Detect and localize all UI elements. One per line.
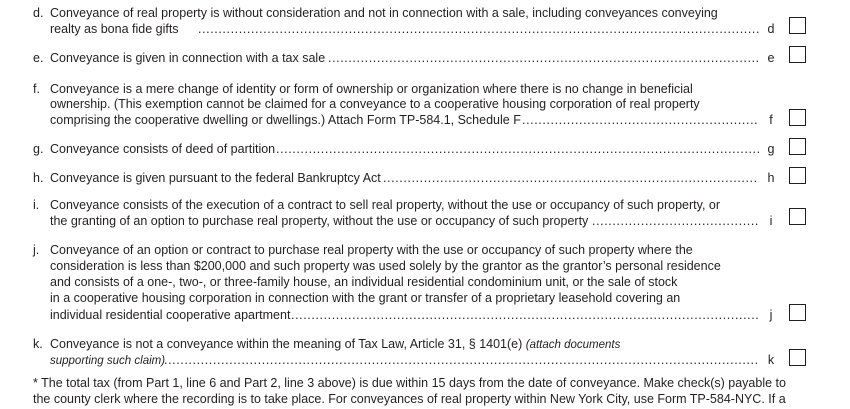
item-d-line-2: realty as bona fide gifts	[50, 22, 179, 36]
item-k-line-2	[50, 353, 165, 369]
item-f-letter: f.	[33, 82, 40, 96]
item-h-checkbox[interactable]	[789, 167, 806, 184]
item-j-line-2: consideration is less than $200,000 and such property was used solely by the grantor as the grantor’s personal residence	[50, 259, 721, 273]
item-f-leader	[522, 113, 759, 128]
item-j-line-3: and consists of a one-, two-, or three-family house, an individual residential condominium unit, or the sale of stock	[50, 275, 678, 289]
footer-note-line-2: the county clerk where the recording is to take place. For conveyances of real property within New York City, use Form TP-584-NYC. If a	[33, 392, 786, 406]
item-f-line-3: comprising the cooperative dwelling or dwellings.) Attach Form TP-584.1, Schedule F	[50, 113, 521, 127]
item-j-line-5: individual residential cooperative apartment	[50, 308, 291, 322]
item-k-line-1: k. Conveyance is not a conveyance within the meaning of Tax Law, Article 31, § 1401(e) (attach documents	[33, 337, 621, 351]
item-f-line-2: ownership. (This exemption cannot be claimed for a conveyance to a cooperative housing corporation of real property	[50, 97, 700, 111]
item-g-leader	[276, 142, 759, 157]
item-i-leader	[592, 214, 759, 229]
item-f-mark: f	[769, 113, 773, 127]
item-e-letter: e.	[33, 51, 44, 65]
item-k-checkbox[interactable]	[789, 349, 806, 366]
item-e-checkbox[interactable]	[789, 46, 806, 63]
item-f-checkbox[interactable]	[789, 109, 806, 126]
item-g-letter: g.	[33, 142, 44, 156]
item-j-letter: j.	[33, 243, 40, 257]
item-g-line-1: g. Conveyance consists of deed of partition	[33, 142, 276, 156]
item-j-line-4: in a cooperative housing corporation in connection with the grant or transfer of a proprietary leasehold covering an	[50, 291, 681, 305]
item-i-line-2: the granting of an option to purchase real property, without the use or occupancy of such property	[50, 214, 589, 228]
item-i-checkbox[interactable]	[789, 208, 806, 225]
item-h-leader	[383, 171, 759, 186]
item-k-mark: k	[767, 353, 775, 367]
item-h-letter: h.	[33, 171, 44, 185]
item-d-letter: d.	[33, 6, 44, 20]
item-k-note-1: (attach documents	[525, 339, 621, 351]
footer-note-line-1: * The total tax (from Part 1, line 6 and Part 2, line 3 above) is due within 15 days from the date of conveyance. Make check(s) payable to	[33, 376, 786, 390]
item-j-leader	[291, 308, 759, 323]
item-j-mark: j	[769, 308, 773, 322]
item-i-line-1: i. Conveyance consists of the execution of a contract to sell real property, without the use or occupancy of such property, or	[33, 198, 721, 212]
item-i-letter: i.	[33, 198, 40, 212]
item-e-mark: e	[767, 51, 775, 65]
item-i-mark: i	[769, 214, 773, 228]
item-g-checkbox[interactable]	[789, 138, 806, 155]
item-k-note-2: supporting such claim)	[50, 355, 166, 367]
item-j-checkbox[interactable]	[789, 304, 806, 321]
item-d-line-1: d. Conveyance of real property is without consideration and not in connection with a sale, including conveyances conveying	[33, 6, 718, 20]
item-e-leader	[328, 51, 759, 66]
item-h-line-1: h. Conveyance is given pursuant to the federal Bankruptcy Act	[33, 171, 381, 185]
item-d-mark: d	[767, 22, 775, 36]
item-d-checkbox[interactable]	[789, 17, 806, 34]
item-k-leader	[164, 353, 759, 368]
item-j-line-1: j. Conveyance of an option or contract to purchase real property with the use or occupancy of such property where the	[33, 243, 693, 257]
item-k-letter: k.	[33, 337, 43, 351]
item-h-mark: h	[767, 171, 775, 185]
item-f-line-1: f. Conveyance is a mere change of identity or form of ownership or organization where there is no change in beneficial	[33, 82, 693, 96]
item-e-line-1: e. Conveyance is given in connection with a tax sale	[33, 51, 326, 65]
item-g-mark: g	[767, 142, 775, 156]
item-d-leader	[198, 22, 759, 37]
